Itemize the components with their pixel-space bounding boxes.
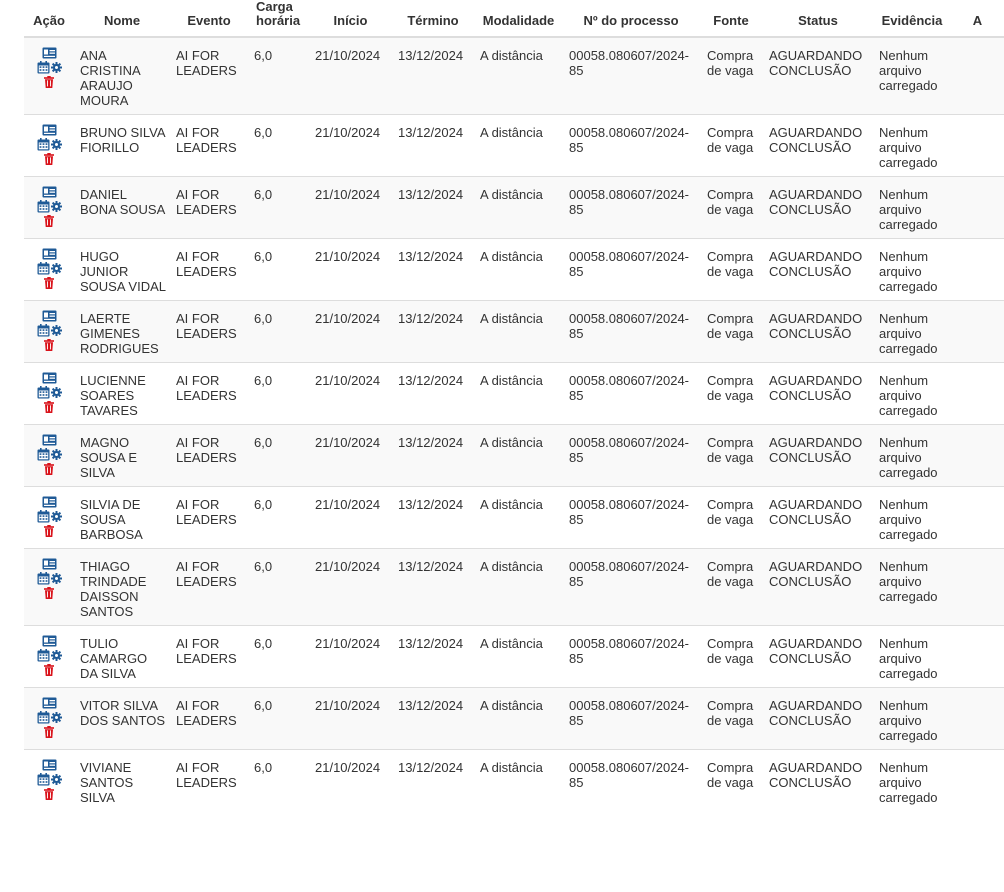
- evidencia-cell: Nenhum arquivo carregado: [873, 363, 951, 425]
- inicio-cell: 21/10/2024: [309, 177, 392, 239]
- truncated-cell: [951, 549, 1004, 626]
- acao-cell: [24, 301, 74, 363]
- truncated-cell: [951, 750, 1004, 812]
- fonte-cell: Compra de vaga: [699, 363, 763, 425]
- evento-cell: AI FOR LEADERS: [170, 425, 248, 487]
- table-row: [24, 177, 1004, 239]
- calendar-gear-group: [37, 448, 62, 461]
- nome-cell: BRUNO SILVA FIORILLO: [74, 115, 170, 177]
- nome-cell: ANA CRISTINA ARAUJO MOURA: [74, 37, 170, 115]
- carga-horaria-cell: 6,0: [248, 425, 309, 487]
- participants-table-wrapper: [24, 0, 983, 892]
- evidencia-cell: Nenhum arquivo carregado: [873, 549, 951, 626]
- carga-horaria-cell: 6,0: [248, 750, 309, 812]
- truncated-cell: [951, 177, 1004, 239]
- trash-icon[interactable]: [44, 215, 54, 227]
- carga-horaria-cell: 6,0: [248, 688, 309, 750]
- calendar-icon[interactable]: [37, 649, 50, 662]
- calendar-icon[interactable]: [37, 572, 50, 585]
- evidencia-cell: Nenhum arquivo carregado: [873, 487, 951, 549]
- id-card-icon[interactable]: [42, 310, 57, 322]
- calendar-gear-group: [37, 773, 62, 786]
- termino-cell: 13/12/2024: [392, 750, 474, 812]
- trash-icon[interactable]: [44, 587, 54, 599]
- fonte-cell: Compra de vaga: [699, 487, 763, 549]
- evento-cell: AI FOR LEADERS: [170, 626, 248, 688]
- termino-cell: 13/12/2024: [392, 626, 474, 688]
- table-row: [24, 363, 1004, 425]
- acao-cell: [24, 37, 74, 115]
- inicio-cell: 21/10/2024: [309, 750, 392, 812]
- evento-cell: AI FOR LEADERS: [170, 37, 248, 115]
- evidencia-cell: Nenhum arquivo carregado: [873, 115, 951, 177]
- truncated-cell: [951, 626, 1004, 688]
- id-card-icon[interactable]: [42, 759, 57, 771]
- nome-cell: LAERTE GIMENES RODRIGUES: [74, 301, 170, 363]
- status-cell: AGUARDANDO CONCLUSÃO: [763, 688, 873, 750]
- calendar-gear-group: [37, 138, 62, 151]
- acao-cell: [24, 177, 74, 239]
- fonte-cell: Compra de vaga: [699, 688, 763, 750]
- acao-cell: [24, 750, 74, 812]
- trash-icon[interactable]: [44, 664, 54, 676]
- modalidade-cell: A distância: [474, 115, 563, 177]
- truncated-cell: [951, 301, 1004, 363]
- calendar-gear-group: [37, 262, 62, 275]
- trash-icon[interactable]: [44, 277, 54, 289]
- gear-icon[interactable]: [51, 325, 62, 336]
- carga-horaria-cell: 6,0: [248, 177, 309, 239]
- modalidade-cell: A distância: [474, 425, 563, 487]
- table-row: [24, 37, 1004, 115]
- calendar-icon[interactable]: [37, 324, 50, 337]
- acao-cell: [24, 487, 74, 549]
- gear-icon[interactable]: [51, 650, 62, 661]
- gear-icon[interactable]: [51, 511, 62, 522]
- col-header-carga-horaria[interactable]: [248, 0, 309, 37]
- id-card-icon[interactable]: [42, 496, 57, 508]
- termino-cell: 13/12/2024: [392, 115, 474, 177]
- gear-icon[interactable]: [51, 774, 62, 785]
- fonte-cell: Compra de vaga: [699, 425, 763, 487]
- calendar-gear-group: [37, 324, 62, 337]
- table-header-row: [24, 0, 1004, 37]
- evidencia-cell: Nenhum arquivo carregado: [873, 626, 951, 688]
- col-header-processo[interactable]: Nº do processo: [563, 0, 699, 37]
- processo-cell: 00058.080607/2024-85: [563, 37, 699, 115]
- modalidade-cell: A distância: [474, 487, 563, 549]
- calendar-icon[interactable]: [37, 711, 50, 724]
- status-cell: AGUARDANDO CONCLUSÃO: [763, 363, 873, 425]
- fonte-cell: Compra de vaga: [699, 549, 763, 626]
- evento-cell: AI FOR LEADERS: [170, 487, 248, 549]
- truncated-cell: [951, 37, 1004, 115]
- truncated-cell: [951, 425, 1004, 487]
- evidencia-cell: Nenhum arquivo carregado: [873, 37, 951, 115]
- carga-horaria-cell: 6,0: [248, 301, 309, 363]
- fonte-cell: Compra de vaga: [699, 115, 763, 177]
- col-header-termino[interactable]: Término: [392, 0, 474, 37]
- inicio-cell: 21/10/2024: [309, 301, 392, 363]
- id-card-icon[interactable]: [42, 558, 57, 570]
- table-row: [24, 688, 1004, 750]
- termino-cell: 13/12/2024: [392, 688, 474, 750]
- carga-horaria-cell: 6,0: [248, 239, 309, 301]
- carga-horaria-cell: 6,0: [248, 487, 309, 549]
- table-body: [24, 37, 1004, 811]
- gear-icon[interactable]: [51, 263, 62, 274]
- gear-icon[interactable]: [51, 62, 62, 73]
- evento-cell: AI FOR LEADERS: [170, 549, 248, 626]
- termino-cell: 13/12/2024: [392, 425, 474, 487]
- calendar-gear-group: [37, 510, 62, 523]
- trash-icon[interactable]: [44, 153, 54, 165]
- fonte-cell: Compra de vaga: [699, 177, 763, 239]
- trash-icon[interactable]: [44, 525, 54, 537]
- nome-cell: HUGO JUNIOR SOUSA VIDAL: [74, 239, 170, 301]
- inicio-cell: 21/10/2024: [309, 115, 392, 177]
- trash-icon[interactable]: [44, 788, 54, 800]
- id-card-icon[interactable]: [42, 47, 57, 59]
- calendar-gear-group: [37, 572, 62, 585]
- termino-cell: 13/12/2024: [392, 239, 474, 301]
- evidencia-cell: Nenhum arquivo carregado: [873, 688, 951, 750]
- gear-icon[interactable]: [51, 573, 62, 584]
- col-header-acao[interactable]: Ação: [24, 0, 74, 37]
- nome-cell: THIAGO TRINDADE DAISSON SANTOS: [74, 549, 170, 626]
- evento-cell: AI FOR LEADERS: [170, 363, 248, 425]
- fonte-cell: Compra de vaga: [699, 626, 763, 688]
- evento-cell: AI FOR LEADERS: [170, 115, 248, 177]
- col-header-evidencia[interactable]: Evidência: [873, 0, 951, 37]
- table-row: [24, 549, 1004, 626]
- gear-icon[interactable]: [51, 387, 62, 398]
- col-header-modalidade[interactable]: Modalidade: [474, 0, 563, 37]
- truncated-cell: [951, 487, 1004, 549]
- id-card-icon[interactable]: [42, 635, 57, 647]
- carga-horaria-cell: 6,0: [248, 626, 309, 688]
- modalidade-cell: A distância: [474, 37, 563, 115]
- processo-cell: 00058.080607/2024-85: [563, 301, 699, 363]
- processo-cell: 00058.080607/2024-85: [563, 363, 699, 425]
- status-cell: AGUARDANDO CONCLUSÃO: [763, 301, 873, 363]
- trash-icon[interactable]: [44, 339, 54, 351]
- trash-icon[interactable]: [44, 76, 54, 88]
- modalidade-cell: A distância: [474, 177, 563, 239]
- nome-cell: VITOR SILVA DOS SANTOS: [74, 688, 170, 750]
- col-header-inicio[interactable]: Início: [309, 0, 392, 37]
- nome-cell: SILVIA DE SOUSA BARBOSA: [74, 487, 170, 549]
- nome-cell: VIVIANE SANTOS SILVA: [74, 750, 170, 812]
- id-card-icon[interactable]: [42, 434, 57, 446]
- termino-cell: 13/12/2024: [392, 37, 474, 115]
- modalidade-cell: A distância: [474, 301, 563, 363]
- calendar-icon[interactable]: [37, 773, 50, 786]
- gear-icon[interactable]: [51, 139, 62, 150]
- table-row: [24, 487, 1004, 549]
- calendar-icon[interactable]: [37, 510, 50, 523]
- evento-cell: AI FOR LEADERS: [170, 239, 248, 301]
- acao-cell: [24, 239, 74, 301]
- evidencia-cell: Nenhum arquivo carregado: [873, 301, 951, 363]
- trash-icon[interactable]: [44, 726, 54, 738]
- acao-cell: [24, 549, 74, 626]
- calendar-gear-group: [37, 386, 62, 399]
- col-header-truncated[interactable]: A: [951, 0, 1004, 37]
- status-cell: AGUARDANDO CONCLUSÃO: [763, 37, 873, 115]
- evento-cell: AI FOR LEADERS: [170, 301, 248, 363]
- termino-cell: 13/12/2024: [392, 301, 474, 363]
- inicio-cell: 21/10/2024: [309, 37, 392, 115]
- inicio-cell: 21/10/2024: [309, 425, 392, 487]
- id-card-icon[interactable]: [42, 372, 57, 384]
- termino-cell: 13/12/2024: [392, 549, 474, 626]
- col-header-fonte[interactable]: Fonte: [699, 0, 763, 37]
- calendar-gear-group: [37, 649, 62, 662]
- processo-cell: 00058.080607/2024-85: [563, 239, 699, 301]
- evento-cell: AI FOR LEADERS: [170, 750, 248, 812]
- id-card-icon[interactable]: [42, 124, 57, 136]
- inicio-cell: 21/10/2024: [309, 549, 392, 626]
- gear-icon[interactable]: [51, 712, 62, 723]
- calendar-icon[interactable]: [37, 138, 50, 151]
- nome-cell: MAGNO SOUSA E SILVA: [74, 425, 170, 487]
- termino-cell: 13/12/2024: [392, 363, 474, 425]
- inicio-cell: 21/10/2024: [309, 688, 392, 750]
- status-cell: AGUARDANDO CONCLUSÃO: [763, 239, 873, 301]
- processo-cell: 00058.080607/2024-85: [563, 626, 699, 688]
- carga-horaria-cell: 6,0: [248, 37, 309, 115]
- processo-cell: 00058.080607/2024-85: [563, 177, 699, 239]
- calendar-gear-group: [37, 200, 62, 213]
- gear-icon[interactable]: [51, 201, 62, 212]
- participants-table: [24, 0, 1004, 811]
- inicio-cell: 21/10/2024: [309, 363, 392, 425]
- inicio-cell: 21/10/2024: [309, 487, 392, 549]
- carga-horaria-cell: 6,0: [248, 363, 309, 425]
- evidencia-cell: Nenhum arquivo carregado: [873, 177, 951, 239]
- evento-cell: AI FOR LEADERS: [170, 688, 248, 750]
- processo-cell: 00058.080607/2024-85: [563, 750, 699, 812]
- col-header-status[interactable]: Status: [763, 0, 873, 37]
- calendar-gear-group: [37, 61, 62, 74]
- evento-cell: AI FOR LEADERS: [170, 177, 248, 239]
- modalidade-cell: A distância: [474, 688, 563, 750]
- status-cell: AGUARDANDO CONCLUSÃO: [763, 750, 873, 812]
- truncated-cell: [951, 115, 1004, 177]
- status-cell: AGUARDANDO CONCLUSÃO: [763, 487, 873, 549]
- processo-cell: 00058.080607/2024-85: [563, 549, 699, 626]
- col-header-carga-line1: Carga: [256, 0, 293, 14]
- modalidade-cell: A distância: [474, 363, 563, 425]
- calendar-gear-group: [37, 711, 62, 724]
- modalidade-cell: A distância: [474, 626, 563, 688]
- fonte-cell: Compra de vaga: [699, 750, 763, 812]
- evidencia-cell: Nenhum arquivo carregado: [873, 425, 951, 487]
- nome-cell: LUCIENNE SOARES TAVARES: [74, 363, 170, 425]
- acao-cell: [24, 115, 74, 177]
- acao-cell: [24, 363, 74, 425]
- status-cell: AGUARDANDO CONCLUSÃO: [763, 626, 873, 688]
- nome-cell: DANIEL BONA SOUSA: [74, 177, 170, 239]
- processo-cell: 00058.080607/2024-85: [563, 688, 699, 750]
- modalidade-cell: A distância: [474, 549, 563, 626]
- table-row: [24, 626, 1004, 688]
- calendar-icon[interactable]: [37, 262, 50, 275]
- trash-icon[interactable]: [44, 401, 54, 413]
- calendar-icon[interactable]: [37, 61, 50, 74]
- status-cell: AGUARDANDO CONCLUSÃO: [763, 115, 873, 177]
- col-header-carga-line2: horária: [256, 13, 301, 28]
- table-row: [24, 239, 1004, 301]
- truncated-cell: [951, 688, 1004, 750]
- trash-icon[interactable]: [44, 463, 54, 475]
- status-cell: AGUARDANDO CONCLUSÃO: [763, 549, 873, 626]
- table-row: [24, 750, 1004, 812]
- calendar-icon[interactable]: [37, 448, 50, 461]
- table-row: [24, 301, 1004, 363]
- inicio-cell: 21/10/2024: [309, 626, 392, 688]
- acao-cell: [24, 626, 74, 688]
- fonte-cell: Compra de vaga: [699, 239, 763, 301]
- calendar-icon[interactable]: [37, 386, 50, 399]
- carga-horaria-cell: 6,0: [248, 549, 309, 626]
- modalidade-cell: A distância: [474, 750, 563, 812]
- status-cell: AGUARDANDO CONCLUSÃO: [763, 177, 873, 239]
- evidencia-cell: Nenhum arquivo carregado: [873, 239, 951, 301]
- acao-cell: [24, 425, 74, 487]
- nome-cell: TULIO CAMARGO DA SILVA: [74, 626, 170, 688]
- termino-cell: 13/12/2024: [392, 177, 474, 239]
- gear-icon[interactable]: [51, 449, 62, 460]
- evidencia-cell: Nenhum arquivo carregado: [873, 750, 951, 812]
- col-header-evento[interactable]: Evento: [170, 0, 248, 37]
- carga-horaria-cell: 6,0: [248, 115, 309, 177]
- table-row: [24, 425, 1004, 487]
- status-cell: AGUARDANDO CONCLUSÃO: [763, 425, 873, 487]
- acao-cell: [24, 688, 74, 750]
- processo-cell: 00058.080607/2024-85: [563, 425, 699, 487]
- truncated-cell: [951, 239, 1004, 301]
- processo-cell: 00058.080607/2024-85: [563, 115, 699, 177]
- processo-cell: 00058.080607/2024-85: [563, 487, 699, 549]
- modalidade-cell: A distância: [474, 239, 563, 301]
- fonte-cell: Compra de vaga: [699, 37, 763, 115]
- id-card-icon[interactable]: [42, 186, 57, 198]
- termino-cell: 13/12/2024: [392, 487, 474, 549]
- id-card-icon[interactable]: [42, 248, 57, 260]
- inicio-cell: 21/10/2024: [309, 239, 392, 301]
- id-card-icon[interactable]: [42, 697, 57, 709]
- fonte-cell: Compra de vaga: [699, 301, 763, 363]
- truncated-cell: [951, 363, 1004, 425]
- table-row: [24, 115, 1004, 177]
- col-header-nome[interactable]: Nome: [74, 0, 170, 37]
- calendar-icon[interactable]: [37, 200, 50, 213]
